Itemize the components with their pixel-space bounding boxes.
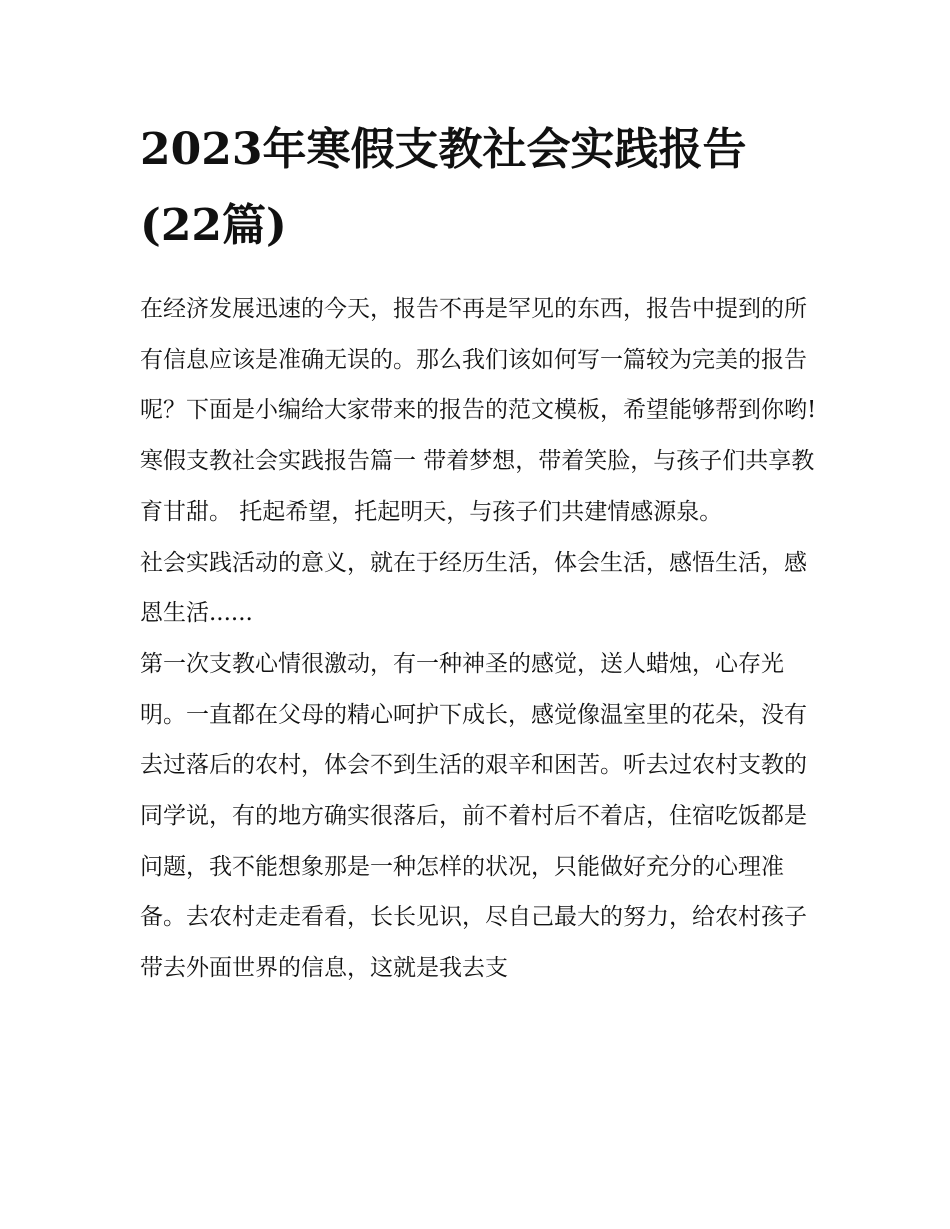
- paragraph-section-heading: 寒假支教社会实践报告篇一 带着梦想，带着笑脸，与孩子们共享教育甘甜。 托起希望，托起明天，与孩子们共建情感源泉。: [140, 448, 815, 525]
- paragraph-first-experience: 第一次支教心情很激动，有一种神圣的感觉，送人蜡烛，心存光明。一直都在父母的精心呵护下成长，感觉像温室里的花朵，没有去过落后的农村，体会不到生活的艰辛和困苦。听去过农村支教的同学说，有的地方确实很落后，前不着村后不着店，住宿吃饭都是问题，我不能想象那是一种怎样的状况，只能做好充分的心理准备。去农村走走看看，长长见识，尽自己最大的努力，给农村孩子带去外面世界的信息，这就是我去支: [140, 650, 807, 982]
- document-content: [140, 112, 820, 994]
- paragraph-intro: 在经济发展迅速的今天，报告不再是罕见的东西，报告中提到的所有信息应该是准确无误的。那么我们该如何写一篇较为完美的报告呢？下面是小编给大家带来的报告的范文模板，希望能够帮到你哟!: [140, 296, 817, 424]
- title-line-1: 2023年寒假支教社会实践报告: [140, 124, 747, 175]
- title-line-2: (22篇): [140, 200, 287, 251]
- paragraph-meaning: 社会实践活动的意义，就在于经历生活，体会生活，感悟生活，感恩生活......: [140, 549, 807, 627]
- document-title: [140, 112, 820, 264]
- document-body: [140, 284, 820, 994]
